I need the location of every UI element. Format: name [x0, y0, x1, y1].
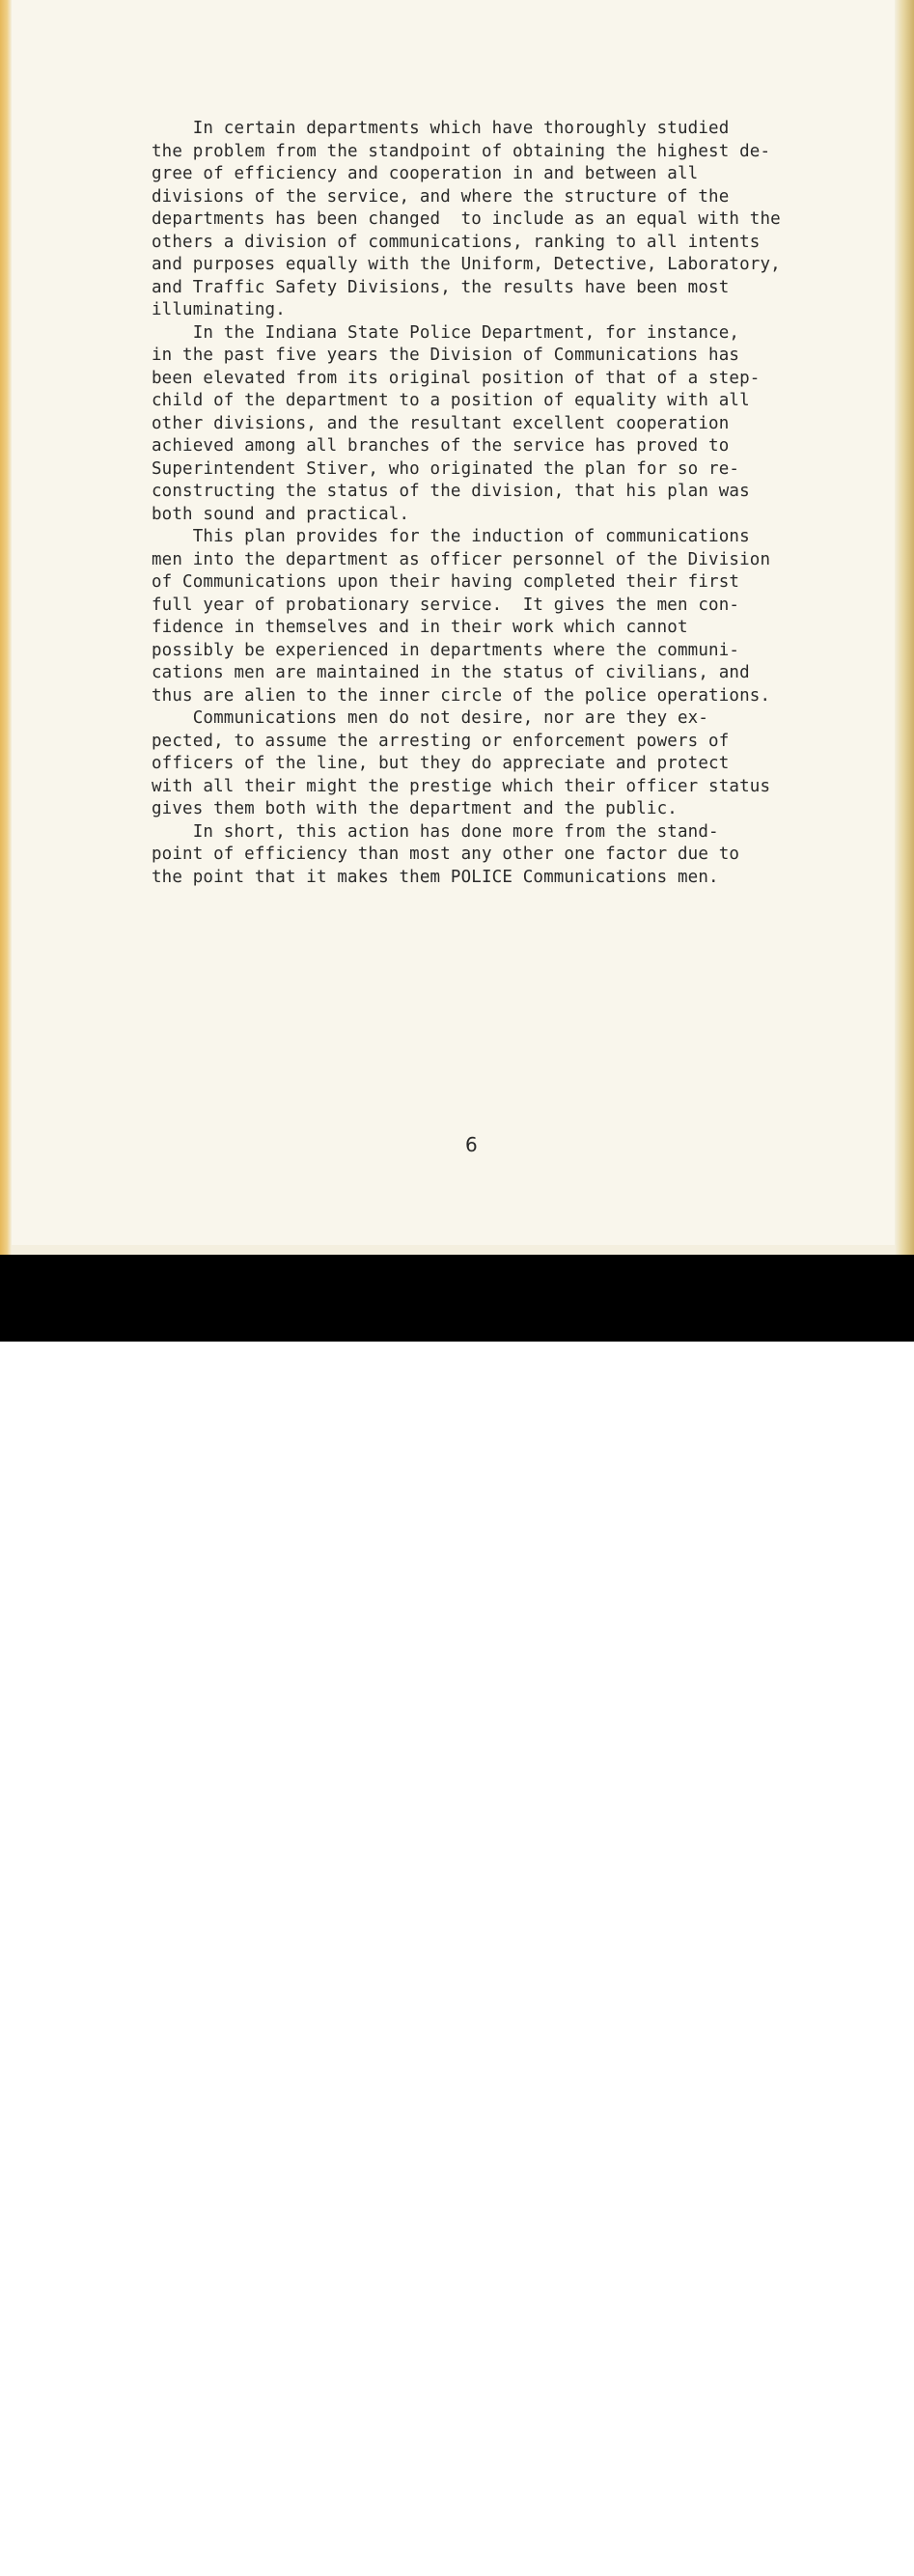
text-line: cations men are maintained in the status of civilians, and [152, 663, 750, 682]
text-line: thus are alien to the inner circle of the police operations. [152, 685, 771, 706]
text-line: the point that it makes them POLICE Communications men. [152, 867, 719, 887]
page-edge-right [895, 0, 914, 1255]
text-line: illuminating. [152, 300, 286, 319]
text-line: the problem from the standpoint of obtaining the highest de- [152, 141, 771, 161]
text-line: constructing the status of the division, that his plan was [152, 482, 750, 501]
scanned-page-image [0, 0, 914, 1255]
text-line: divisions of the service, and where the structure of the [152, 186, 730, 207]
text-line: child of the department to a position of equality with all [152, 391, 750, 410]
text-line: men into the department as officer personnel of the Division [152, 549, 771, 569]
text-line: fidence in themselves and in their work which cannot [152, 618, 688, 637]
text-line: in the past five years the Division of Communications has [152, 346, 740, 365]
watermark-band [0, 1255, 914, 2576]
text-line: other divisions, and the resultant excellent cooperation [152, 413, 730, 433]
alamy-logo: alamy [48, 2527, 187, 2576]
text-line: of Communications upon their having completed their first [152, 572, 740, 592]
text-line: officers of the line, but they do appreciate and protect [152, 754, 730, 773]
text-line: been elevated from its original position of that of a step- [152, 368, 761, 388]
text-line: Superintendent Stiver, who originated the plan for so re- [152, 458, 740, 479]
text-line: possibly be experienced in departments where the communi- [152, 640, 740, 660]
text-line: and purposes equally with the Uniform, Detective, Laboratory, [152, 255, 781, 274]
text-line: In short, this action has done more from the stand- [152, 821, 719, 842]
text-line: and Traffic Safety Divisions, the results have been most [152, 277, 730, 297]
image-id-label: Image ID: 3BFYX1G [734, 2529, 875, 2546]
text-line: others a division of communications, ranking to all intents [152, 232, 761, 252]
document-page [12, 0, 895, 1245]
text-line: gives them both with the department and the public. [152, 799, 678, 818]
text-line: departments has been changed to include as an equal with the [152, 209, 781, 229]
text-line: pected, to assume the arresting or enforcement powers of [152, 731, 730, 751]
text-line: both sound and practical. [152, 504, 410, 524]
text-line: In certain departments which have thoroughly studied [152, 119, 730, 138]
text-line: In the Indiana State Police Department, for instance, [152, 322, 740, 343]
text-line: achieved among all branches of the service has proved to [152, 436, 730, 456]
page-edge-left [0, 0, 12, 1255]
text-line: with all their might the prestige which their officer status [152, 776, 771, 796]
watermark-url: www.alamy.com [732, 2554, 841, 2569]
text-line: Communications men do not desire, nor are they ex- [152, 708, 709, 728]
text-line: full year of probationary service. It gives the men con- [152, 595, 740, 615]
body-text [152, 118, 856, 889]
text-line: point of efficiency than most any other one factor due to [152, 845, 740, 864]
page-number: 6 [465, 1133, 478, 1156]
text-line: This plan provides for the induction of communications [152, 527, 750, 546]
text-line: gree of efficiency and cooperation in and between all [152, 164, 699, 183]
